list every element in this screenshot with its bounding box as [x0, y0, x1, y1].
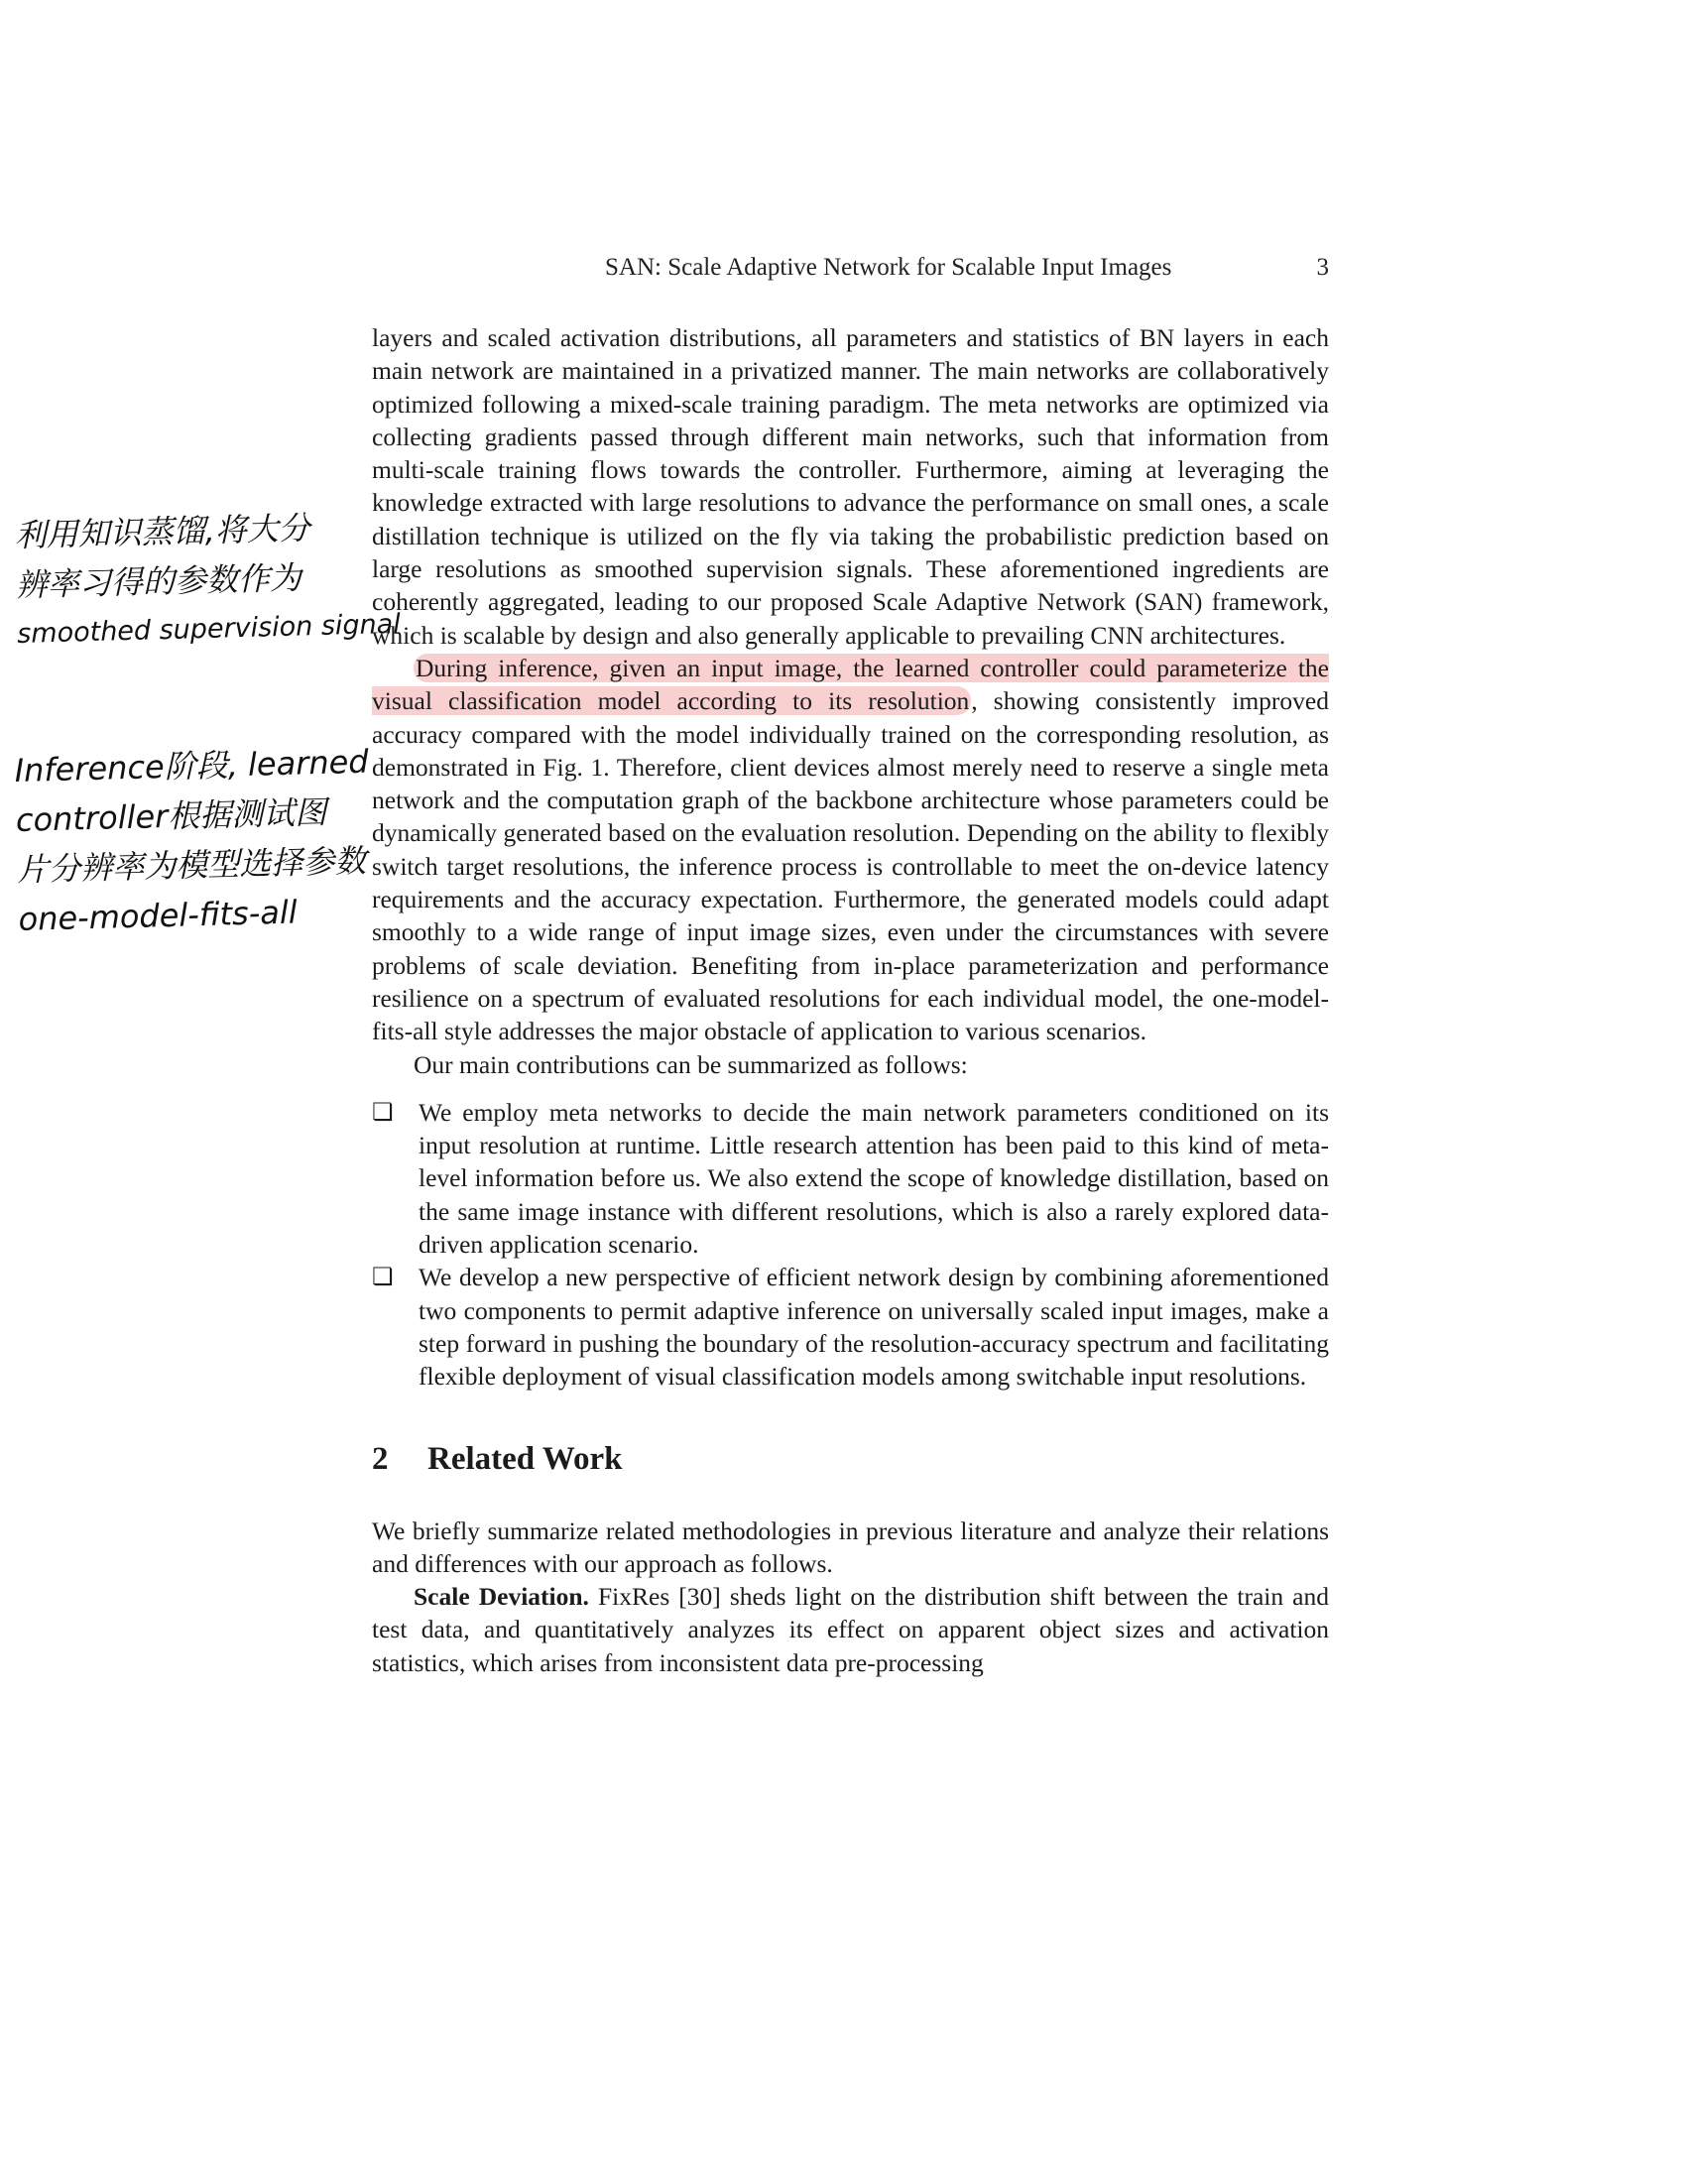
note-line: 利用知识蒸馏,将大分 [14, 509, 311, 554]
paragraph: layers and scaled activation distributions, all parameters and statistics of BN layers in each main network are maintained in a privatized manner. The main networks are collaboratively optimized following a mixed-scale training paradigm. The meta networks are optimized via collecting gradients passed through different main networks, such that information from multi-scale training flows towards the controller. Furthermore, aiming at leveraging the knowledge extracted with large resolutions to advance the performance on small ones, a scale distillation technique is utilized on the fly via taking the probabilistic prediction based on large resolutions as smoothed supervision signals. These aforementioned ingredients are coherently aggregated, leading to our proposed Scale Adaptive Network (SAN) framework, which is scalable by design and also generally applicable to prevailing CNN architectures. [372, 323, 1329, 650]
list-item-text: We develop a new perspective of efficient network design by combining aforementioned two components to permit adaptive inference on universally scaled input images, make a step forward in pushing the boundary of the resolution-accuracy spectrum and facilitating flexible deployment of visual classification models among switchable input resolutions. [419, 1263, 1329, 1392]
checkbox-bullet-icon: ❏ [372, 1097, 394, 1126]
paragraph-scale-deviation [372, 1580, 1329, 1679]
running-title: SAN: Scale Adaptive Network for Scalable Input Images [605, 254, 1172, 281]
paragraph-text: , showing consistently improved accuracy compared with the model individually trained on the corresponding resolution, as demonstrated in Fig. 1. Therefore, client devices almost merely need to reserve a single meta network and the computation graph of the backbone architecture whose parameters could be dynamically generated based on the evaluation resolution. Depending on the ability to flexibly switch target resolutions, the inference process is controllable to meet the on-device latency requirements and the accuracy expectation. Furthermore, the generated models could adapt smoothly to a wide range of input image sizes, even under the circumstances with severe problems of scale deviation. Benefiting from in-place parameterization and performance resilience on a spectrum of evaluated resolutions for each individual model, the one-model-fits-all style addresses the major obstacle of application to various scenarios. [372, 686, 1329, 1046]
list-item-text: We employ meta networks to decide the main network parameters conditioned on its input resolution at runtime. Little research attention has been paid to this kind of meta-level information before us. We also extend the scope of knowledge distillation, based on the same image instance with different resolutions, which is also a rarely explored data-driven application scenario. [419, 1097, 1329, 1260]
section-heading [372, 1439, 1329, 1479]
paragraph-heading: Scale Deviation. [414, 1582, 589, 1612]
section-number: 2 [372, 1440, 389, 1477]
handwritten-margin-note-distillation [14, 501, 402, 660]
paragraph-inference [372, 652, 1329, 1048]
handwritten-margin-note-inference [14, 736, 386, 944]
page-number: 3 [1316, 254, 1329, 281]
note-line: 辨率习得的参数作为 [15, 558, 302, 604]
note-line: Inference阶段, learned [14, 742, 370, 789]
running-head [605, 254, 1329, 282]
contributions-list [372, 1096, 1329, 1394]
note-line: 片分辨率为模型选择参数 [16, 841, 367, 889]
highlighted-text[interactable]: During inference, given an input image, the learned controller could parameterize the visual classification model according to its resolution [372, 653, 1329, 716]
main-text-column [372, 321, 1329, 1679]
paragraph: Our main contributions can be summarized as follows: [414, 1049, 968, 1079]
note-line: one-model-fits-all [18, 893, 299, 938]
note-line: controller根据测试图 [15, 792, 327, 839]
checkbox-bullet-icon: ❏ [372, 1263, 394, 1291]
list-item [372, 1261, 1329, 1393]
section-title: Related Work [427, 1440, 623, 1477]
list-item [372, 1096, 1329, 1261]
paragraph-text: FixRes [30] sheds light on the distribution shift between the train and test data, and quantitatively analyzes its effect on apparent object sizes and activation statistics, which arises from inconsistent data pre-processing [372, 1582, 1330, 1677]
paragraph: We briefly summarize related methodologies in previous literature and analyze their relations and differences with our approach as follows. [372, 1516, 1329, 1578]
note-line: smoothed supervision signal [16, 608, 402, 650]
